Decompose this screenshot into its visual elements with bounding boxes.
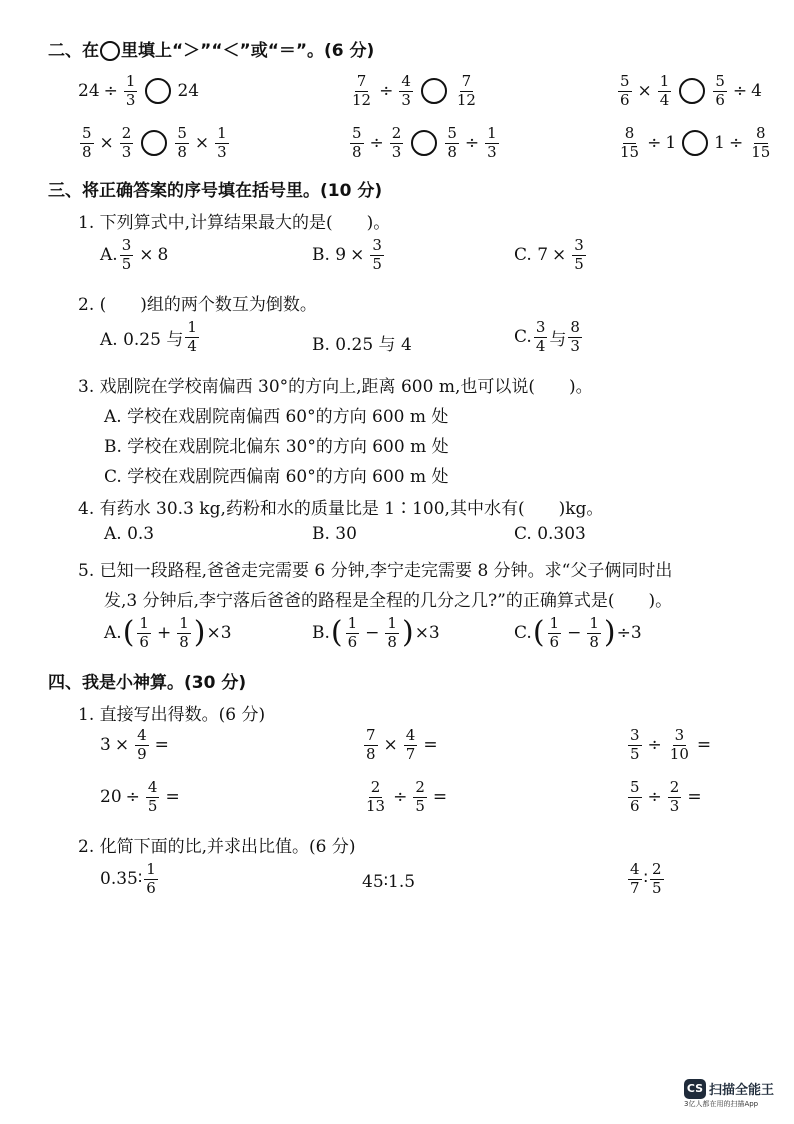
question-text: 发,3 分钟后,李宁落后爸爸的路程是全程的几分之几?”的正确算式是( [104, 591, 615, 611]
numerator: 5 [630, 778, 640, 796]
numerator: 2 [121, 124, 132, 142]
operand: 24 [78, 81, 100, 102]
equals-sign: = [696, 735, 712, 756]
fraction [534, 320, 548, 355]
denominator: 13 [366, 796, 386, 815]
denominator: 6 [139, 632, 149, 651]
section-2-title-suffix: 里填上“＞”“＜”或“＝”。(6 分) [121, 41, 375, 61]
left-paren-icon: ( [330, 615, 343, 651]
denominator: 7 [630, 878, 640, 897]
question-3-5-line-1: 5. 已知一段路程,爸爸走完需要 6 分钟,李宁走完需要 8 分钟。求“父子俩同时出 [78, 561, 673, 581]
denominator: 6 [146, 878, 156, 897]
option-3-1-a [100, 238, 168, 273]
equals-sign: = [687, 787, 702, 808]
question-text: 4. 有药水 30.3 kg,药粉和水的质量比是 1∶100,其中水有( [78, 499, 525, 519]
equals-sign: = [423, 735, 438, 756]
numerator: 4 [401, 72, 411, 90]
denominator: 8 [447, 142, 457, 161]
calc-problem-5 [362, 780, 451, 815]
left-paren-icon: ( [532, 615, 545, 651]
fraction [144, 862, 158, 897]
watermark-tagline: 3亿人都在用的扫描App [684, 1099, 759, 1108]
fraction [370, 238, 384, 273]
option-3-3-a: A. 学校在戏剧院南偏西 60°的方向 600 m 处 [104, 407, 449, 427]
denominator: 8 [387, 632, 397, 651]
denominator: 5 [415, 796, 425, 815]
fraction [80, 126, 94, 161]
ratio-problem-2 [362, 872, 415, 892]
numerator: 2 [669, 778, 680, 796]
fraction [399, 74, 413, 109]
numerator: 7 [461, 72, 472, 90]
option-label: C. [514, 327, 532, 348]
numerator: 1 [139, 614, 149, 632]
right-paren-icon: ) [603, 615, 616, 651]
option-3-3-c: C. 学校在戏剧院西偏南 60°的方向 600 m 处 [104, 467, 449, 487]
denominator: 12 [456, 90, 476, 109]
denominator: 9 [137, 744, 147, 763]
compare-problem-2 [348, 74, 480, 109]
option-label: B. [312, 623, 330, 644]
fraction [568, 320, 582, 355]
numerator: 8 [570, 318, 580, 336]
watermark-brand: 扫描全能王 [709, 1083, 775, 1098]
equals-sign: = [432, 787, 448, 808]
denominator: 5 [574, 254, 584, 273]
denominator: 3 [570, 336, 580, 355]
numerator: 4 [405, 726, 416, 744]
fraction [572, 238, 586, 273]
numerator: 5 [620, 72, 630, 90]
operator: − [567, 623, 582, 644]
fraction [215, 126, 229, 161]
fraction [120, 126, 134, 161]
calc-problem-6 [626, 780, 706, 815]
calc-problem-3 [626, 728, 715, 763]
numerator: 5 [352, 124, 362, 142]
denominator: 3 [217, 142, 227, 161]
operand: 8 [157, 245, 169, 266]
denominator: 6 [715, 90, 725, 109]
operator: ÷ [393, 787, 408, 808]
compare-problem-6 [616, 126, 774, 161]
fraction [350, 126, 364, 161]
operator: ÷ [125, 787, 140, 808]
numerator: 7 [356, 72, 367, 90]
numerator: 8 [624, 124, 635, 142]
operator: × [114, 735, 130, 756]
numerator: 1 [549, 614, 560, 632]
fraction [175, 126, 189, 161]
denominator: 8 [177, 142, 187, 161]
question-text-end: )。 [366, 213, 391, 233]
fraction [135, 728, 149, 763]
fraction [658, 74, 672, 109]
ratio-text: 45∶1.5 [362, 872, 416, 892]
fraction [177, 616, 191, 651]
operator: × [350, 245, 365, 266]
denominator: 4 [535, 336, 546, 355]
denominator: 5 [372, 254, 382, 273]
fraction [385, 616, 399, 651]
numerator: 1 [217, 124, 227, 142]
denominator: 12 [352, 90, 372, 109]
denominator: 5 [651, 878, 662, 897]
fraction [445, 126, 459, 161]
compare-problem-5 [348, 126, 501, 161]
question-text-end: )组的两个数互为倒数。 [140, 295, 317, 315]
operand: ×3 [414, 623, 440, 644]
operator: × [383, 735, 398, 756]
section-4-title: 四、我是小神算。(30 分) [48, 673, 247, 693]
denominator: 5 [147, 796, 158, 815]
right-paren-icon: ) [401, 615, 414, 651]
denominator: 3 [391, 142, 402, 161]
fraction [455, 74, 478, 109]
ratio-colon: ∶ [643, 869, 648, 890]
ratio-problem-3 [626, 862, 666, 897]
operator: ÷ [729, 133, 744, 154]
calc-problem-1 [100, 728, 173, 763]
option-label: A. 0.25 与 [100, 329, 184, 350]
numerator: 3 [674, 726, 685, 744]
question-text: 2. ( [78, 295, 107, 315]
question-text-end: )kg。 [558, 499, 604, 519]
circle-blank-icon [100, 41, 120, 61]
option-label: A. [100, 245, 118, 266]
answer-circle[interactable] [411, 130, 437, 156]
denominator: 15 [620, 142, 640, 161]
numerator: 1 [125, 72, 136, 90]
question-text-end: )。 [648, 591, 673, 611]
question-text: 3. 戏剧院在学校南偏西 30°的方向上,距离 600 m,也可以说( [78, 377, 535, 397]
operand: ÷3 [616, 623, 642, 644]
fraction [364, 780, 387, 815]
denominator: 6 [549, 632, 560, 651]
denominator: 4 [187, 336, 197, 355]
option-label: B. 0.25 与 4 [312, 335, 412, 355]
numerator: 1 [179, 614, 189, 632]
operator: + [156, 623, 172, 644]
operator: × [194, 133, 210, 154]
option-3-2-c [514, 320, 584, 355]
equals-sign: = [165, 787, 180, 808]
numerator: 3 [372, 236, 382, 254]
answer-circle[interactable] [145, 78, 171, 104]
operand: 1 [714, 133, 725, 154]
numerator: 1 [659, 72, 670, 90]
ratio-problem-1 [100, 862, 160, 897]
option-label: C. 7 [514, 245, 549, 266]
operand: 1 [665, 133, 677, 154]
denominator: 6 [347, 632, 358, 651]
numerator: 4 [137, 726, 147, 744]
fraction [346, 616, 360, 651]
numerator: 5 [715, 72, 725, 90]
fraction [413, 780, 427, 815]
operator: × [552, 245, 567, 266]
option-3-3-b: B. 学校在戏剧院北偏东 30°的方向 600 m 处 [104, 437, 449, 457]
operator: × [637, 81, 652, 102]
fraction [350, 74, 373, 109]
fraction [628, 862, 642, 897]
fraction [587, 616, 601, 651]
operator: × [139, 245, 154, 266]
section-2-title [48, 36, 374, 61]
option-label: A. [104, 623, 122, 644]
question-3-4 [78, 494, 603, 519]
calc-problem-2 [362, 728, 442, 763]
fraction [137, 616, 151, 651]
option-3-5-c [514, 616, 642, 651]
option-3-2-b [312, 330, 412, 355]
question-3-3 [78, 372, 593, 397]
option-3-4-a: A. 0.3 [104, 524, 155, 544]
denominator: 8 [589, 632, 599, 651]
numerator: 2 [651, 860, 662, 878]
numerator: 2 [391, 124, 402, 142]
numerator: 1 [589, 614, 599, 632]
option-3-5-a [104, 616, 232, 651]
operator: ÷ [647, 787, 662, 808]
question-3-5-line-2 [104, 586, 672, 611]
numerator: 1 [387, 614, 397, 632]
fraction [668, 728, 691, 763]
fraction [628, 728, 642, 763]
denominator: 3 [669, 796, 680, 815]
compare-problem-1 [78, 74, 199, 109]
left-paren-icon: ( [122, 615, 135, 651]
numerator: 7 [366, 726, 376, 744]
question-text: 1. 下列算式中,计算结果最大的是( [78, 213, 333, 233]
operator: ÷ [647, 735, 662, 756]
denominator: 3 [121, 142, 132, 161]
question-text-end: )。 [568, 377, 593, 397]
numerator: 2 [415, 778, 425, 796]
numerator: 3 [630, 726, 640, 744]
answer-circle[interactable] [141, 130, 167, 156]
numerator: 4 [630, 860, 640, 878]
numerator: 1 [187, 318, 197, 336]
operator: ÷ [369, 133, 384, 154]
option-3-1-c [514, 238, 588, 273]
denominator: 6 [620, 90, 630, 109]
operator: ÷ [464, 133, 480, 154]
fraction [146, 780, 160, 815]
option-3-1-b [312, 238, 386, 273]
question-3-1 [78, 208, 390, 233]
denominator: 8 [179, 632, 189, 651]
numerator: 1 [347, 614, 358, 632]
fraction [618, 74, 632, 109]
denominator: 5 [121, 254, 132, 273]
option-3-2-a [100, 320, 201, 355]
denominator: 6 [630, 796, 640, 815]
denominator: 3 [487, 142, 497, 161]
scanner-watermark [684, 1078, 774, 1109]
connector: 与 [549, 329, 567, 350]
denominator: 15 [751, 142, 771, 161]
question-4-1: 1. 直接写出得数。(6 分) [78, 705, 266, 725]
fraction [404, 728, 418, 763]
operator: ÷ [103, 81, 118, 102]
operand: 0.35∶ [100, 869, 143, 890]
calc-problem-4 [100, 780, 184, 815]
numerator: 1 [487, 124, 497, 142]
section-2-title-prefix: 二、在 [48, 41, 99, 61]
fraction [364, 728, 378, 763]
right-paren-icon: ) [193, 615, 206, 651]
fraction [749, 126, 772, 161]
numerator: 1 [146, 860, 156, 878]
numerator: 5 [177, 124, 187, 142]
numerator: 3 [121, 236, 132, 254]
operator: ÷ [732, 81, 748, 102]
fraction [548, 616, 562, 651]
question-4-2: 2. 化简下面的比,并求出比值。(6 分) [78, 837, 356, 857]
operator: ÷ [647, 133, 662, 154]
answer-circle[interactable] [421, 78, 447, 104]
operator: × [99, 133, 114, 154]
option-3-4-c: C. 0.303 [514, 524, 586, 544]
fraction [185, 320, 199, 355]
operand: 4 [751, 81, 762, 102]
operand: 20 [100, 787, 122, 808]
fraction [618, 126, 641, 161]
denominator: 7 [405, 744, 416, 763]
denominator: 3 [401, 90, 411, 109]
fraction [713, 74, 727, 109]
answer-circle[interactable] [682, 130, 708, 156]
numerator: 5 [82, 124, 92, 142]
answer-circle[interactable] [679, 78, 705, 104]
option-3-5-b [312, 616, 440, 651]
numerator: 3 [574, 236, 584, 254]
question-3-2 [78, 290, 317, 315]
denominator: 5 [630, 744, 640, 763]
camscanner-logo-icon: CS [684, 1079, 706, 1099]
denominator: 8 [82, 142, 92, 161]
section-3-title: 三、将正确答案的序号填在括号里。(10 分) [48, 181, 383, 201]
option-label: C. [514, 623, 532, 644]
numerator: 5 [447, 124, 457, 142]
operator: ÷ [379, 81, 394, 102]
compare-problem-4 [78, 126, 231, 161]
fraction [390, 126, 404, 161]
operand: 3 [100, 735, 111, 756]
fraction [650, 862, 664, 897]
fraction [124, 74, 138, 109]
operand: 24 [177, 81, 200, 102]
denominator: 8 [352, 142, 362, 161]
numerator: 2 [370, 778, 381, 796]
numerator: 4 [147, 778, 158, 796]
denominator: 10 [669, 744, 689, 763]
equals-sign: = [154, 735, 169, 756]
denominator: 3 [125, 90, 136, 109]
option-3-4-b: B. 30 [312, 524, 357, 544]
fraction [668, 780, 682, 815]
denominator: 8 [366, 744, 376, 763]
numerator: 3 [535, 318, 546, 336]
fraction [485, 126, 499, 161]
operator: − [365, 623, 380, 644]
fraction [120, 238, 134, 273]
option-label: B. 9 [312, 245, 347, 266]
compare-problem-3 [616, 74, 762, 109]
numerator: 8 [756, 124, 766, 142]
denominator: 4 [659, 90, 670, 109]
fraction [628, 780, 642, 815]
operand: ×3 [206, 623, 232, 644]
